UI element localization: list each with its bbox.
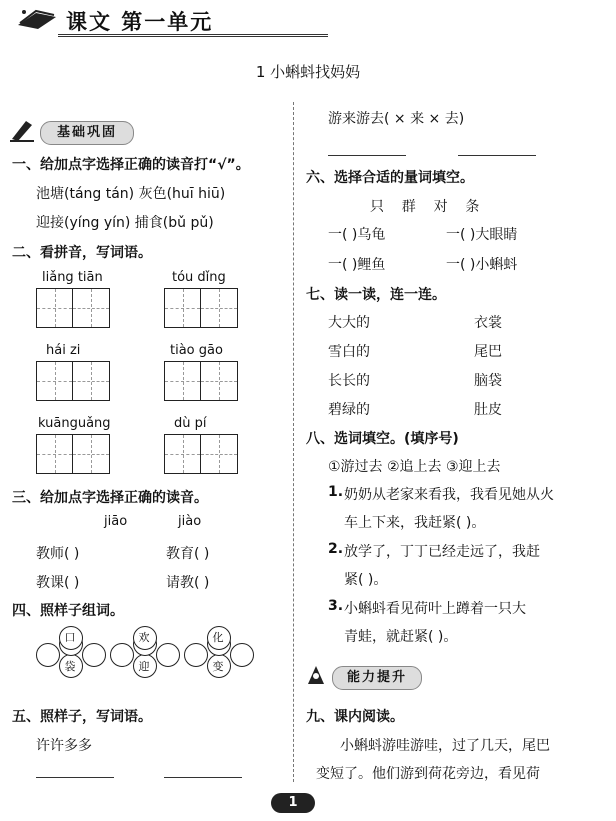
q4-title: 四、照样子组词。 (12, 603, 124, 619)
writing-grid[interactable] (36, 361, 110, 401)
q8-s2a: 放学了，丁丁已经走远了，我赶 (344, 544, 540, 560)
q8-num1: 1. (328, 484, 344, 500)
pinyin-jiao4: jiào (178, 514, 202, 529)
q7-title: 七、读一读，连一连。 (306, 287, 446, 303)
q9-para2: 变短了。他们游到荷花旁边，看见荷 (316, 766, 540, 782)
q7-left-item: 长长的 (328, 373, 370, 389)
q7-right-item: 尾巴 (474, 344, 502, 360)
q7-left-item: 大大的 (328, 315, 370, 331)
q8-s3b: 青蛙，就赶紧( )。 (344, 629, 458, 645)
q8-options: ①游过去 ②追上去 ③迎上去 (328, 459, 501, 475)
q5-example2: 游来游去( × 来 × 去) (328, 111, 465, 127)
q2-title: 二、看拼音，写词语。 (12, 245, 152, 261)
writing-grid[interactable] (164, 361, 238, 401)
flower-top-char: 欢 (138, 631, 150, 644)
word-flower (184, 626, 252, 676)
word-flower (36, 626, 104, 676)
section-badge-advanced: 能力提升 (332, 666, 422, 690)
q3-word3: 教课( ) (36, 575, 80, 591)
book-icon (16, 3, 60, 31)
pinyin: hái zi (46, 343, 81, 358)
q3-word1: 教师( ) (36, 546, 80, 562)
q8-s3a: 小蝌蚪看见荷叶上蹲着一只大 (344, 601, 526, 617)
answer-blank[interactable] (36, 776, 114, 778)
answer-blank[interactable] (458, 154, 536, 156)
pinyin: tóu dǐng (172, 270, 226, 285)
writing-grid[interactable] (164, 288, 238, 328)
pinyin-jiao1: jiāo (104, 514, 128, 529)
q7-right-item: 肚皮 (474, 402, 502, 418)
q8-s2b: 紧( )。 (344, 572, 388, 588)
pinyin: liǎng tiān (42, 270, 103, 285)
q6-row1a: 一( )乌龟 (328, 227, 386, 243)
q6-row2b: 一( )小蝌蚪 (446, 257, 518, 273)
writing-grid[interactable] (36, 434, 110, 474)
q7-right-item: 脑袋 (474, 373, 502, 389)
section-badge-basic: 基础巩固 (40, 121, 134, 145)
q1-line2: 迎接(yíng yín) 捕食(bǔ pǔ) (36, 215, 214, 231)
page-number: 1 (271, 793, 315, 813)
writing-grid[interactable] (36, 288, 110, 328)
word-flower (110, 626, 178, 676)
q5-title: 五、照样子，写词语。 (12, 709, 152, 725)
flower-top-char: 口 (64, 631, 76, 644)
q1-title: 一、给加点字选择正确的读音打“√”。 (12, 157, 250, 173)
q8-title: 八、选词填空。(填序号) (306, 431, 459, 447)
answer-blank[interactable] (164, 776, 242, 778)
q8-num3: 3. (328, 598, 344, 614)
q7-left-item: 碧绿的 (328, 402, 370, 418)
q3-word4: 请教( ) (166, 575, 210, 591)
q3-title: 三、给加点字选择正确的读音。 (12, 490, 208, 506)
header-title: 课文 第一单元 (66, 9, 214, 34)
rocket-icon (302, 662, 332, 688)
pinyin: kuānguǎng (38, 416, 111, 431)
q5-example: 许许多多 (36, 738, 92, 754)
q7-left-item: 雪白的 (328, 344, 370, 360)
q6-options: 只 群 对 条 (370, 199, 480, 215)
q7-right-item: 衣裳 (474, 315, 502, 331)
pinyin: tiào gāo (170, 343, 223, 358)
q8-s1b: 车上下来，我赶紧( )。 (344, 515, 486, 531)
flower-top-char: 化 (212, 631, 224, 644)
header-rule (58, 34, 328, 37)
q6-row1b: 一( )大眼睛 (446, 227, 518, 243)
q8-num2: 2. (328, 541, 344, 557)
q6-row2a: 一( )鲤鱼 (328, 257, 386, 273)
flower-center-char: 迎 (138, 660, 150, 673)
answer-blank[interactable] (328, 154, 406, 156)
q8-s1a: 奶奶从老家来看我，我看见她从火 (344, 487, 554, 503)
q9-para1: 小蝌蚪游哇游哇，过了几天，尾巴 (340, 738, 550, 754)
q6-title: 六、选择合适的量词填空。 (306, 170, 474, 186)
q1-line1: 池塘(táng tán) 灰色(huī hiū) (36, 186, 226, 202)
column-divider (293, 102, 294, 782)
lesson-title: 1 小蝌蚪找妈妈 (255, 63, 361, 81)
pen-icon (8, 117, 38, 143)
flower-center-char: 袋 (64, 660, 76, 673)
q9-title: 九、课内阅读。 (306, 709, 404, 725)
flower-center-char: 变 (212, 660, 224, 673)
pinyin: dù pí (174, 416, 207, 431)
writing-grid[interactable] (164, 434, 238, 474)
q3-word2: 教育( ) (166, 546, 210, 562)
